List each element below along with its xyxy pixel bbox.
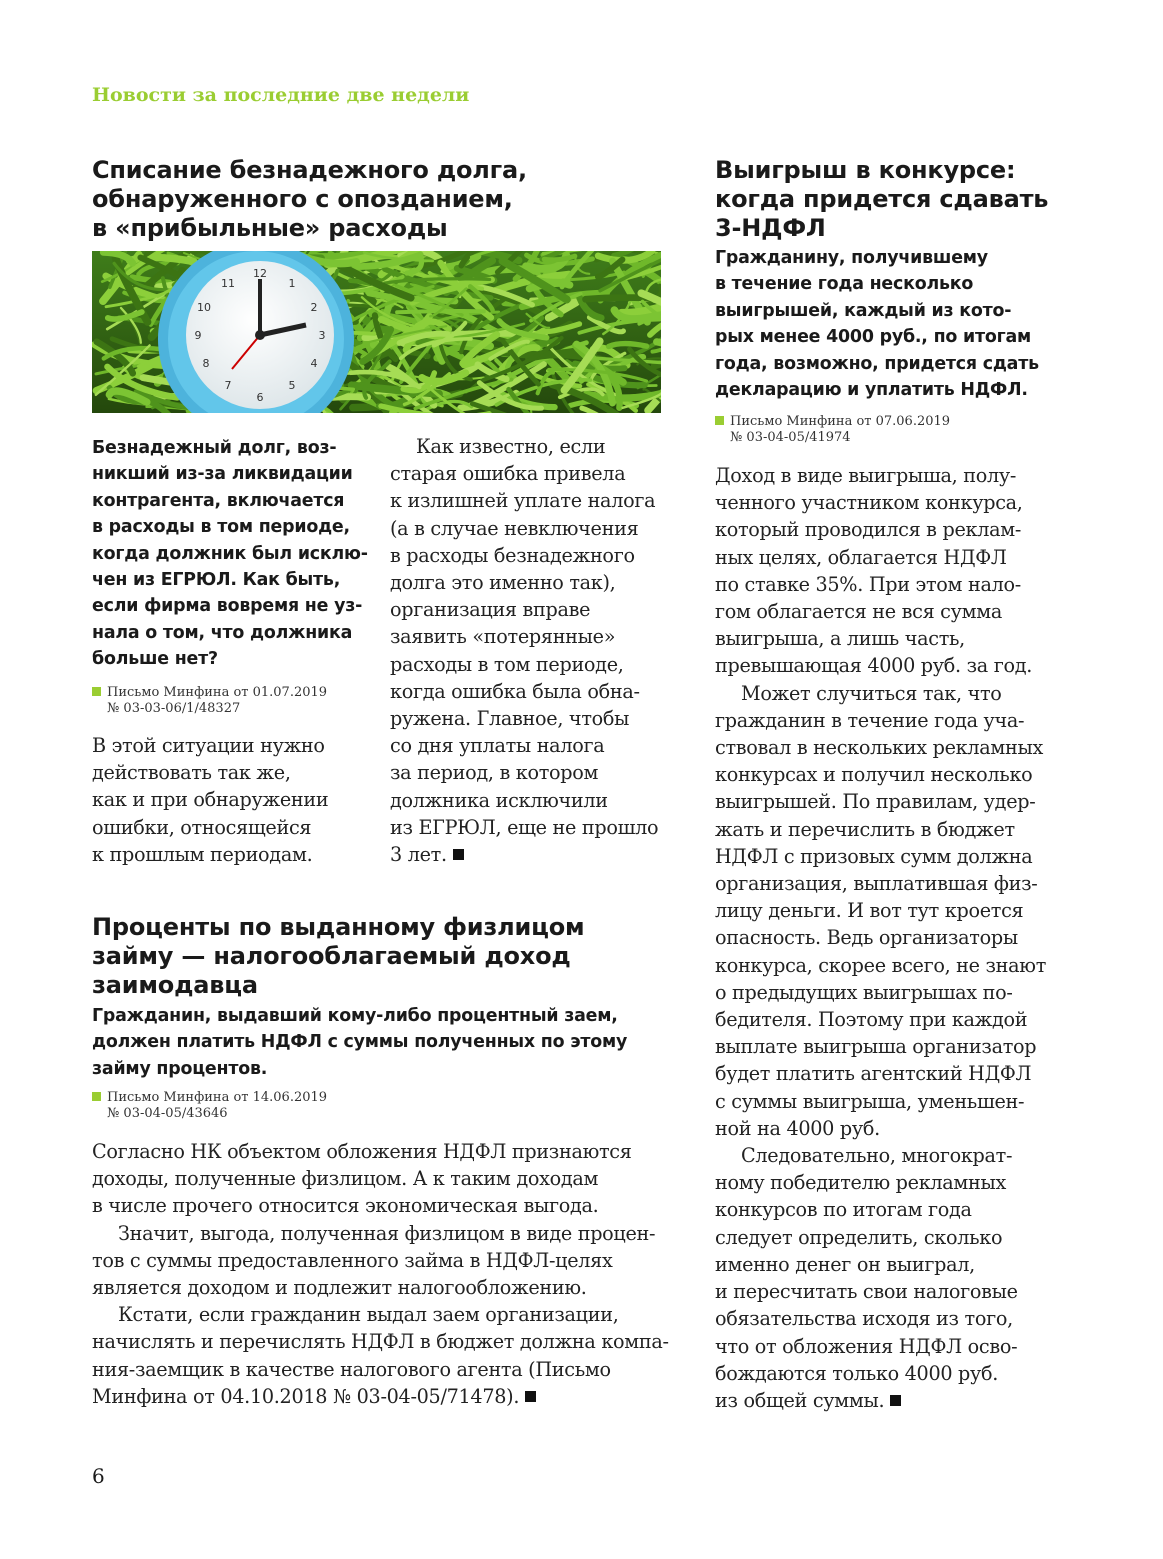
article-1-lede	[92, 435, 368, 673]
text-line: бедителя. Поэтому при каждой	[715, 1008, 1028, 1032]
text-line: Минфина от 04.10.2018 № 03-04-05/71478).	[92, 1383, 669, 1410]
text-line: о предыдущих выигрышах по-	[715, 980, 1013, 1004]
text-line: доходы, полученные физлицом. А к таким доходам	[92, 1167, 599, 1191]
text-line: к прошлым периодам.	[92, 842, 313, 866]
text-line: за период, в котором	[390, 761, 599, 785]
article-3-lede	[715, 245, 1039, 403]
article-3-body	[715, 462, 1046, 1414]
text-line: Согласно НК объектом обложения НДФЛ признаются	[92, 1140, 632, 1163]
text-line: выигрыша, а лишь часть,	[715, 627, 965, 651]
text-line: Значит, выгода, полученная физлицом в виде процен-	[118, 1221, 656, 1245]
text-line: выплате выигрыша организатор	[715, 1035, 1037, 1059]
svg-text:12: 12	[253, 267, 267, 280]
text-line: жать и перечислить в бюджет	[715, 817, 1015, 841]
text-line: конкурсах и получил несколько	[715, 763, 1033, 787]
text-line: который проводился в реклам-	[715, 518, 1022, 542]
text-line: Как известно, если	[416, 435, 606, 458]
article-2-source: Письмо Минфина от 14.06.2019 № 03-04-05/43646	[92, 1090, 327, 1122]
svg-text:1: 1	[288, 277, 296, 290]
text-line: ния-заемщик в качестве налогового агента (Письмо	[92, 1357, 611, 1381]
text-line: организация, выплатившая физ-	[715, 872, 1038, 896]
text-line: больше нет?	[92, 649, 218, 670]
text-line: конкурса, скорее всего, не знают	[715, 953, 1047, 977]
svg-text:5: 5	[288, 379, 296, 392]
text-line: из ЕГРЮЛ, еще не прошло	[390, 815, 659, 839]
article-2-lede	[92, 1003, 627, 1082]
svg-text:8: 8	[202, 357, 210, 370]
text-line: ружена. Главное, чтобы	[390, 707, 630, 731]
text-line: обязательства исходя из того,	[715, 1307, 1013, 1331]
text-line: Безнадежный долг, воз-	[92, 438, 337, 458]
text-line: по ставке 35%. При этом нало-	[715, 572, 1021, 596]
text-line: Гражданину, получившему	[715, 248, 988, 268]
text-line: в числе прочего относится экономическая выгода.	[92, 1194, 599, 1218]
title-line: Проценты по выданному физлицом	[92, 913, 585, 941]
title-line: в «прибыльные» расходы	[92, 214, 448, 242]
text-line: заявить «потерянные»	[390, 625, 616, 649]
end-mark-icon	[890, 1395, 901, 1406]
text-line: года, возможно, придется сдать	[715, 353, 1039, 374]
alarm-clock-photo	[92, 251, 661, 413]
alarm-clock	[158, 251, 354, 413]
text-line: именно денег он выиграл,	[715, 1252, 975, 1276]
text-line: опасность. Ведь организаторы	[715, 926, 1018, 950]
text-line: должен платить НДФЛ с суммы полученных по этому	[92, 1032, 628, 1053]
text-line: никший из-за ликвидации	[92, 464, 353, 485]
title-line: когда придется сдавать	[715, 185, 1049, 213]
text-line: если фирма вовремя не уз-	[92, 596, 363, 617]
text-line: старая ошибка привела	[390, 462, 626, 486]
text-line: является доходом и подлежит налогообложению.	[92, 1276, 587, 1300]
text-line: гражданин в течение года уча-	[715, 708, 1025, 732]
text-line: рых менее 4000 руб., по итогам	[715, 327, 1032, 348]
article-2-title	[92, 913, 692, 1000]
svg-text:7: 7	[224, 379, 232, 392]
section-label: Новости за последние две недели	[92, 84, 470, 106]
text-line: ных целях, облагается НДФЛ	[715, 545, 1007, 569]
svg-text:4: 4	[310, 357, 318, 370]
text-line: Доход в виде выигрыша, полу-	[715, 464, 1017, 487]
text-line: Кстати, если гражданин выдал заем организации,	[118, 1303, 619, 1327]
text-line: и пересчитать свои налоговые	[715, 1280, 1018, 1304]
end-mark-icon	[525, 1391, 536, 1402]
text-line: выигрышей, каждый из кото-	[715, 300, 1012, 321]
article-1-source: Письмо Минфина от 01.07.2019 № 03-03-06/1/48327	[92, 685, 327, 717]
text-line: декларацию и уплатить НДФЛ.	[715, 380, 1028, 401]
text-line: Может случиться так, что	[741, 681, 1002, 705]
title-line: Списание безнадежного долга,	[92, 156, 527, 184]
article-1-title	[92, 156, 672, 243]
text-line: как и при обнаружении	[92, 788, 329, 812]
text-line: начислять и перечислять НДФЛ в бюджет должна компа-	[92, 1330, 669, 1354]
text-line: В этой ситуации нужно	[92, 734, 325, 757]
text-line: Следовательно, многократ-	[741, 1144, 1013, 1168]
text-line: в расходы в том периоде,	[92, 517, 350, 538]
title-line: займу — налогооблагаемый доход	[92, 942, 571, 970]
text-line: с суммы выигрыша, уменьшен-	[715, 1089, 1025, 1113]
text-line: 3 лет.	[390, 841, 658, 868]
text-line: ному победителю рекламных	[715, 1171, 1007, 1195]
text-line: должника исключили	[390, 788, 608, 812]
title-line: заимодавца	[92, 971, 258, 999]
text-line: что от обложения НДФЛ осво-	[715, 1334, 1018, 1358]
svg-text:6: 6	[256, 391, 264, 404]
text-line: когда должник был исклю-	[92, 543, 368, 564]
text-line: в расходы безнадежного	[390, 543, 635, 567]
article-3-source: Письмо Минфина от 07.06.2019 № 03-04-05/41974	[715, 414, 950, 446]
text-line: в течение года несколько	[715, 274, 974, 295]
text-line: контрагента, включается	[92, 490, 345, 511]
text-line: тов с суммы предоставленного займа в НДФЛ-целях	[92, 1248, 613, 1272]
text-line: ствовал в нескольких рекламных	[715, 736, 1043, 760]
bullet-square-icon	[92, 1092, 101, 1101]
article-1-body-right	[390, 433, 658, 868]
text-line: ченного участником конкурса,	[715, 491, 1023, 515]
bullet-square-icon	[715, 416, 724, 425]
text-line: ной на 4000 руб.	[715, 1116, 880, 1140]
text-line: (а в случае невключения	[390, 516, 639, 540]
text-line: ошибки, относящейся	[92, 815, 312, 839]
text-line: к излишней уплате налога	[390, 489, 656, 513]
article-3-title	[715, 156, 1115, 243]
text-line: займу процентов.	[92, 1058, 268, 1079]
text-line: когда ошибка была обна-	[390, 679, 640, 703]
text-line: выигрышей. По правилам, удер-	[715, 790, 1036, 814]
page-number: 6	[92, 1464, 105, 1488]
text-line: бождаются только 4000 руб.	[715, 1361, 999, 1385]
svg-text:2: 2	[310, 301, 318, 314]
article-2-body	[92, 1138, 669, 1410]
text-line: гом облагается не вся сумма	[715, 600, 1002, 624]
end-mark-icon	[453, 849, 464, 860]
text-line: НДФЛ с призовых сумм должна	[715, 844, 1033, 868]
svg-text:3: 3	[318, 329, 326, 342]
text-line: действовать так же,	[92, 761, 291, 785]
text-line: расходы в том периоде,	[390, 652, 624, 676]
svg-text:9: 9	[194, 329, 202, 342]
title-line: Выигрыш в конкурсе:	[715, 156, 1016, 184]
title-line: 3-НДФЛ	[715, 214, 826, 242]
text-line: нала о том, что должника	[92, 622, 353, 643]
text-line: следует определить, сколько	[715, 1225, 1003, 1249]
text-line: превышающая 4000 руб. за год.	[715, 654, 1033, 678]
title-line: обнаруженного с опозданием,	[92, 185, 513, 213]
bullet-square-icon	[92, 687, 101, 696]
text-line: будет платить агентский НДФЛ	[715, 1062, 1032, 1086]
text-line: из общей суммы.	[715, 1387, 1046, 1414]
text-line: долга это именно так),	[390, 571, 616, 595]
article-1-body-left	[92, 732, 328, 868]
text-line: конкурсов по итогам года	[715, 1198, 972, 1222]
text-line: со дня уплаты налога	[390, 734, 605, 758]
svg-text:11: 11	[221, 277, 235, 290]
text-line: лицу деньги. И вот тут кроется	[715, 899, 1024, 923]
text-line: чен из ЕГРЮЛ. Как быть,	[92, 570, 341, 591]
svg-text:10: 10	[197, 301, 211, 314]
text-line: организация вправе	[390, 598, 591, 622]
text-line: Гражданин, выдавший кому-либо процентный заем,	[92, 1006, 618, 1026]
